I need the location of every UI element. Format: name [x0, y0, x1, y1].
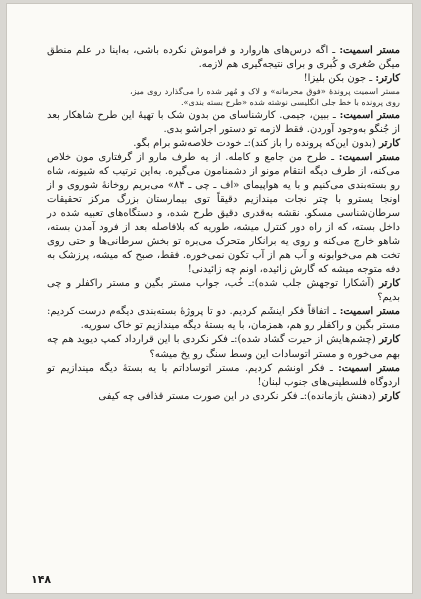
- stage-direction: مستر اسمیت پروندهٔ «فوق محرمانه» و لاک و مُهر شده را می‌گذارد روی میز، روی پرونده با خط جلی انگلیسی نوشته شده «طرح بسته بندی».: [130, 86, 400, 108]
- speaker-name: مستر اسمیت:: [339, 306, 400, 318]
- speaker-name: مستر اسمیت:: [339, 45, 401, 56]
- dialogue-text: ـ اگه درس‌های هاروارد و فراموش نکرده باشی، به‌اینا در علم منطق میگن صُغری و کُبری و برای نتیجه‌گیری هم لازمه.: [47, 45, 400, 71]
- dialogue-paragraph: [47, 151, 400, 277]
- speaker-name: کارتر:: [375, 73, 400, 85]
- page-number: ۱۴۸: [31, 573, 52, 586]
- speaker-name: مستر اسمیت:: [338, 151, 400, 163]
- speaker-name: مستر اسمیت:: [338, 362, 401, 374]
- dialogue-text: ـ فکر اونشم کردیم. مستر اتوساداتم با یه بستهٔ دیگه میندازیم تو اردوگاه فلسطینی‌های جنوب لبنان!: [47, 362, 400, 388]
- dialogue-text: ـ طرح من جامع و کامله. از یه طرف مارو از گرفتاری مون خلاص می‌کنه، از طرف دیگه انتقام مونو از دشمنامون می‌گیره. به‌این ترتیب که شیونه، شاه رو بسته‌بندی می‌کنیم و با یه هواپیمای «اف ـ چی ـ ۸۴» می‌بریم روخانهٔ شوروی و از اونجا یسترو با چتر نجات میندازیم دقیقاً توی بیمارستان بزرگ مرکز تحقیقات سرطان‌شناسی مسکو. نقشه به‌قدری دقیق طرح شده، و دستگاه‌های تعبیه شده در داخل بسته، که از راه دور کنترل میشه، طوریه که بلافاصله بعد از فرود آمدن بسته، شاهو خارج می‌کنه و روی یه برانکار متحرک می‌بره تو بخش سرطانی‌ها و حتی روی تخت هم می‌خوابونه و آب هم از آب تکون نمی‌خوره. فقط، صبح که میشه، پرزشک به دفه متوجه میشه که گارش زائیده، اونم چه زائیدنی!: [47, 151, 400, 276]
- dialogue-paragraph: [47, 333, 400, 361]
- dialogue-text: ـ جون بکن بلیزا!: [303, 73, 373, 85]
- dialogue-text: (بدون این‌که پرونده را باز کند):ـ خودت خلاصه‌شو برام بگو.: [133, 137, 376, 149]
- speaker-name: کارتر: [379, 390, 400, 402]
- speaker-name: کارتر: [379, 334, 401, 346]
- book-page: [6, 3, 413, 594]
- speaker-name: مستر اسمیت:: [339, 109, 400, 121]
- dialogue-paragraph: [47, 362, 400, 390]
- dialogue-paragraph: [47, 72, 400, 86]
- dialogue-text: (دهنش بازمانده):ـ فکر نکردی در این صورت مستر قذافی چه کیفی: [98, 390, 376, 402]
- dialogue-paragraph: [47, 390, 400, 404]
- dialogue-text: (چشم‌هایش از حیرت گشاد شده):ـ فکر نکردی با این قرارداد کمپ دیوید هم چه بهم می‌خوره و مستر اتوسادات این وسط سنگ رو یخ میشه؟: [47, 334, 400, 360]
- dialogue-paragraph: [47, 277, 400, 305]
- speaker-name: کارتر: [379, 137, 400, 149]
- page-text: [47, 44, 400, 404]
- dialogue-paragraph: [47, 109, 400, 137]
- dialogue-paragraph: [47, 305, 400, 333]
- dialogue-paragraph: [47, 137, 400, 151]
- dialogue-text: (آشکارا توجهش جلب شده):ـ خُب، جواب مستر بگین و مستر راکفلر و چی بدیم؟: [47, 278, 400, 304]
- dialogue-text: ـ ببین، جیمی. کارشناسای من بدون شک با تهیهٔ این طرح شاهکار بعد از جُنگو به‌وجود آوردن. فقط لازمه تو دستور اجراشو بدی.: [47, 109, 400, 135]
- speaker-name: کارتر: [379, 278, 400, 290]
- dialogue-text: ـ اتفاقاً فکر اینشَم کردیم. دو تا پروژهٔ بسته‌بندی دیگه‌م درست کردیم: مستر بگین و راکفلر رو هم، همزمان، با یه بستهٔ دیگه میندازیم تو خاک سوریه.: [47, 306, 400, 332]
- dialogue-paragraph: [47, 44, 400, 72]
